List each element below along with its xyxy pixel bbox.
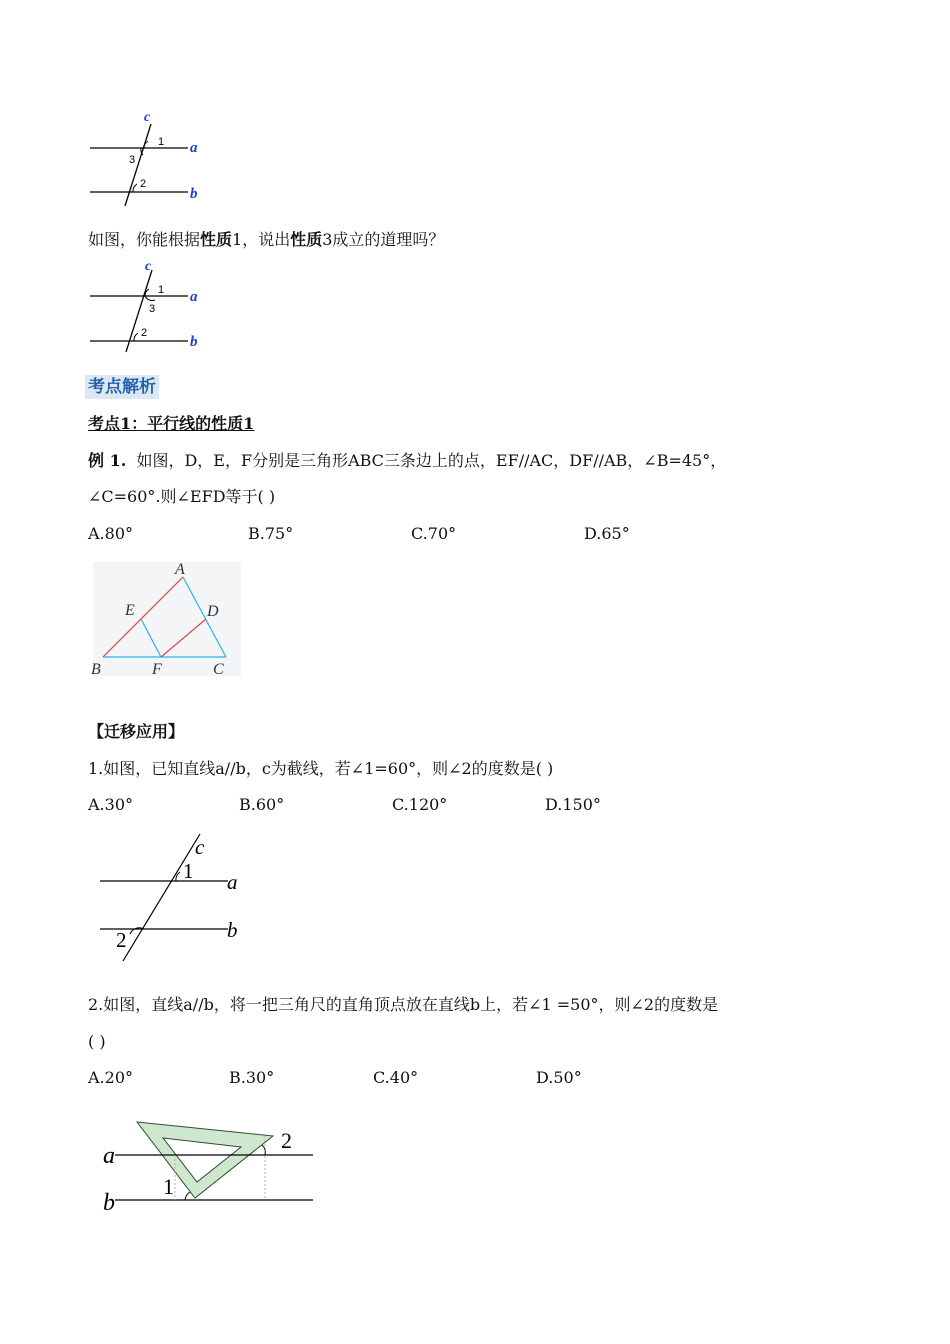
svg-text:B: B [91, 661, 101, 678]
label-b: b [190, 186, 198, 202]
svg-text:2: 2 [116, 928, 127, 952]
svg-text:D: D [207, 603, 219, 620]
q1-option-c: C.120° [392, 795, 448, 814]
q1-option-a: A.30° [88, 795, 133, 814]
svg-text:a: a [227, 870, 238, 894]
svg-text:c: c [145, 259, 152, 274]
svg-text:a: a [103, 1143, 115, 1169]
svg-text:c: c [195, 835, 205, 859]
svg-text:F: F [152, 661, 162, 678]
figure-parallel-lines-2 [80, 256, 220, 356]
label-c: c [144, 110, 151, 125]
transfer-header: 【迁移应用】 [88, 722, 185, 741]
q1-option-d: D.150° [545, 795, 601, 814]
label-2: 2 [140, 178, 147, 190]
q2-option-d: D.50° [536, 1068, 582, 1087]
q2-line2: ( ) [88, 1032, 106, 1051]
section-header: 考点解析 [85, 375, 159, 399]
topic-title: 考点1：平行线的性质1 [88, 414, 255, 433]
svg-text:1: 1 [158, 284, 165, 296]
svg-text:a: a [190, 289, 198, 305]
q1-option-b: B.60° [239, 795, 285, 814]
q2-option-b: B.30° [229, 1068, 275, 1087]
label-a: a [190, 140, 198, 156]
svg-text:b: b [190, 334, 198, 350]
question-text: 如图，你能根据性质1，说出性质3成立的道理吗？ [88, 230, 445, 249]
figure-q1 [90, 830, 265, 965]
svg-text:A: A [175, 561, 185, 578]
svg-text:b: b [103, 1190, 115, 1216]
svg-text:1: 1 [183, 859, 194, 883]
q1-text: 1.如图，已知直线a//b，c为截线，若∠1=60°，则∠2的度数是( ) [88, 759, 554, 778]
example1-line2: ∠C=60°.则∠EFD等于( ) [88, 487, 276, 506]
example1-option-b: B.75° [248, 524, 294, 543]
example1-line1: 例 1. 如图，D，E，F分别是三角形ABC三条边上的点，EF//AC，DF//AB，∠B=45°， [88, 451, 727, 470]
example1-option-a: A.80° [88, 524, 133, 543]
svg-text:b: b [227, 918, 238, 942]
example1-option-c: C.70° [411, 524, 457, 543]
figure-q2-set-square [95, 1110, 330, 1220]
svg-text:1: 1 [163, 1174, 174, 1199]
svg-text:E: E [125, 602, 135, 619]
svg-text:3: 3 [149, 303, 156, 315]
label-1: 1 [158, 136, 165, 148]
label-3: 3 [129, 154, 136, 166]
figure-parallel-lines-1 [80, 108, 220, 208]
q2-option-c: C.40° [373, 1068, 419, 1087]
example1-option-d: D.65° [584, 524, 630, 543]
q2-option-a: A.20° [88, 1068, 133, 1087]
svg-text:2: 2 [281, 1128, 292, 1153]
svg-text:C: C [213, 661, 224, 678]
figure-triangle-abc [85, 556, 245, 681]
svg-text:2: 2 [141, 327, 148, 339]
q2-line1: 2.如图，直线a//b，将一把三角尺的直角顶点放在直线b上，若∠1 =50°，则∠2的度数是 [88, 995, 719, 1014]
